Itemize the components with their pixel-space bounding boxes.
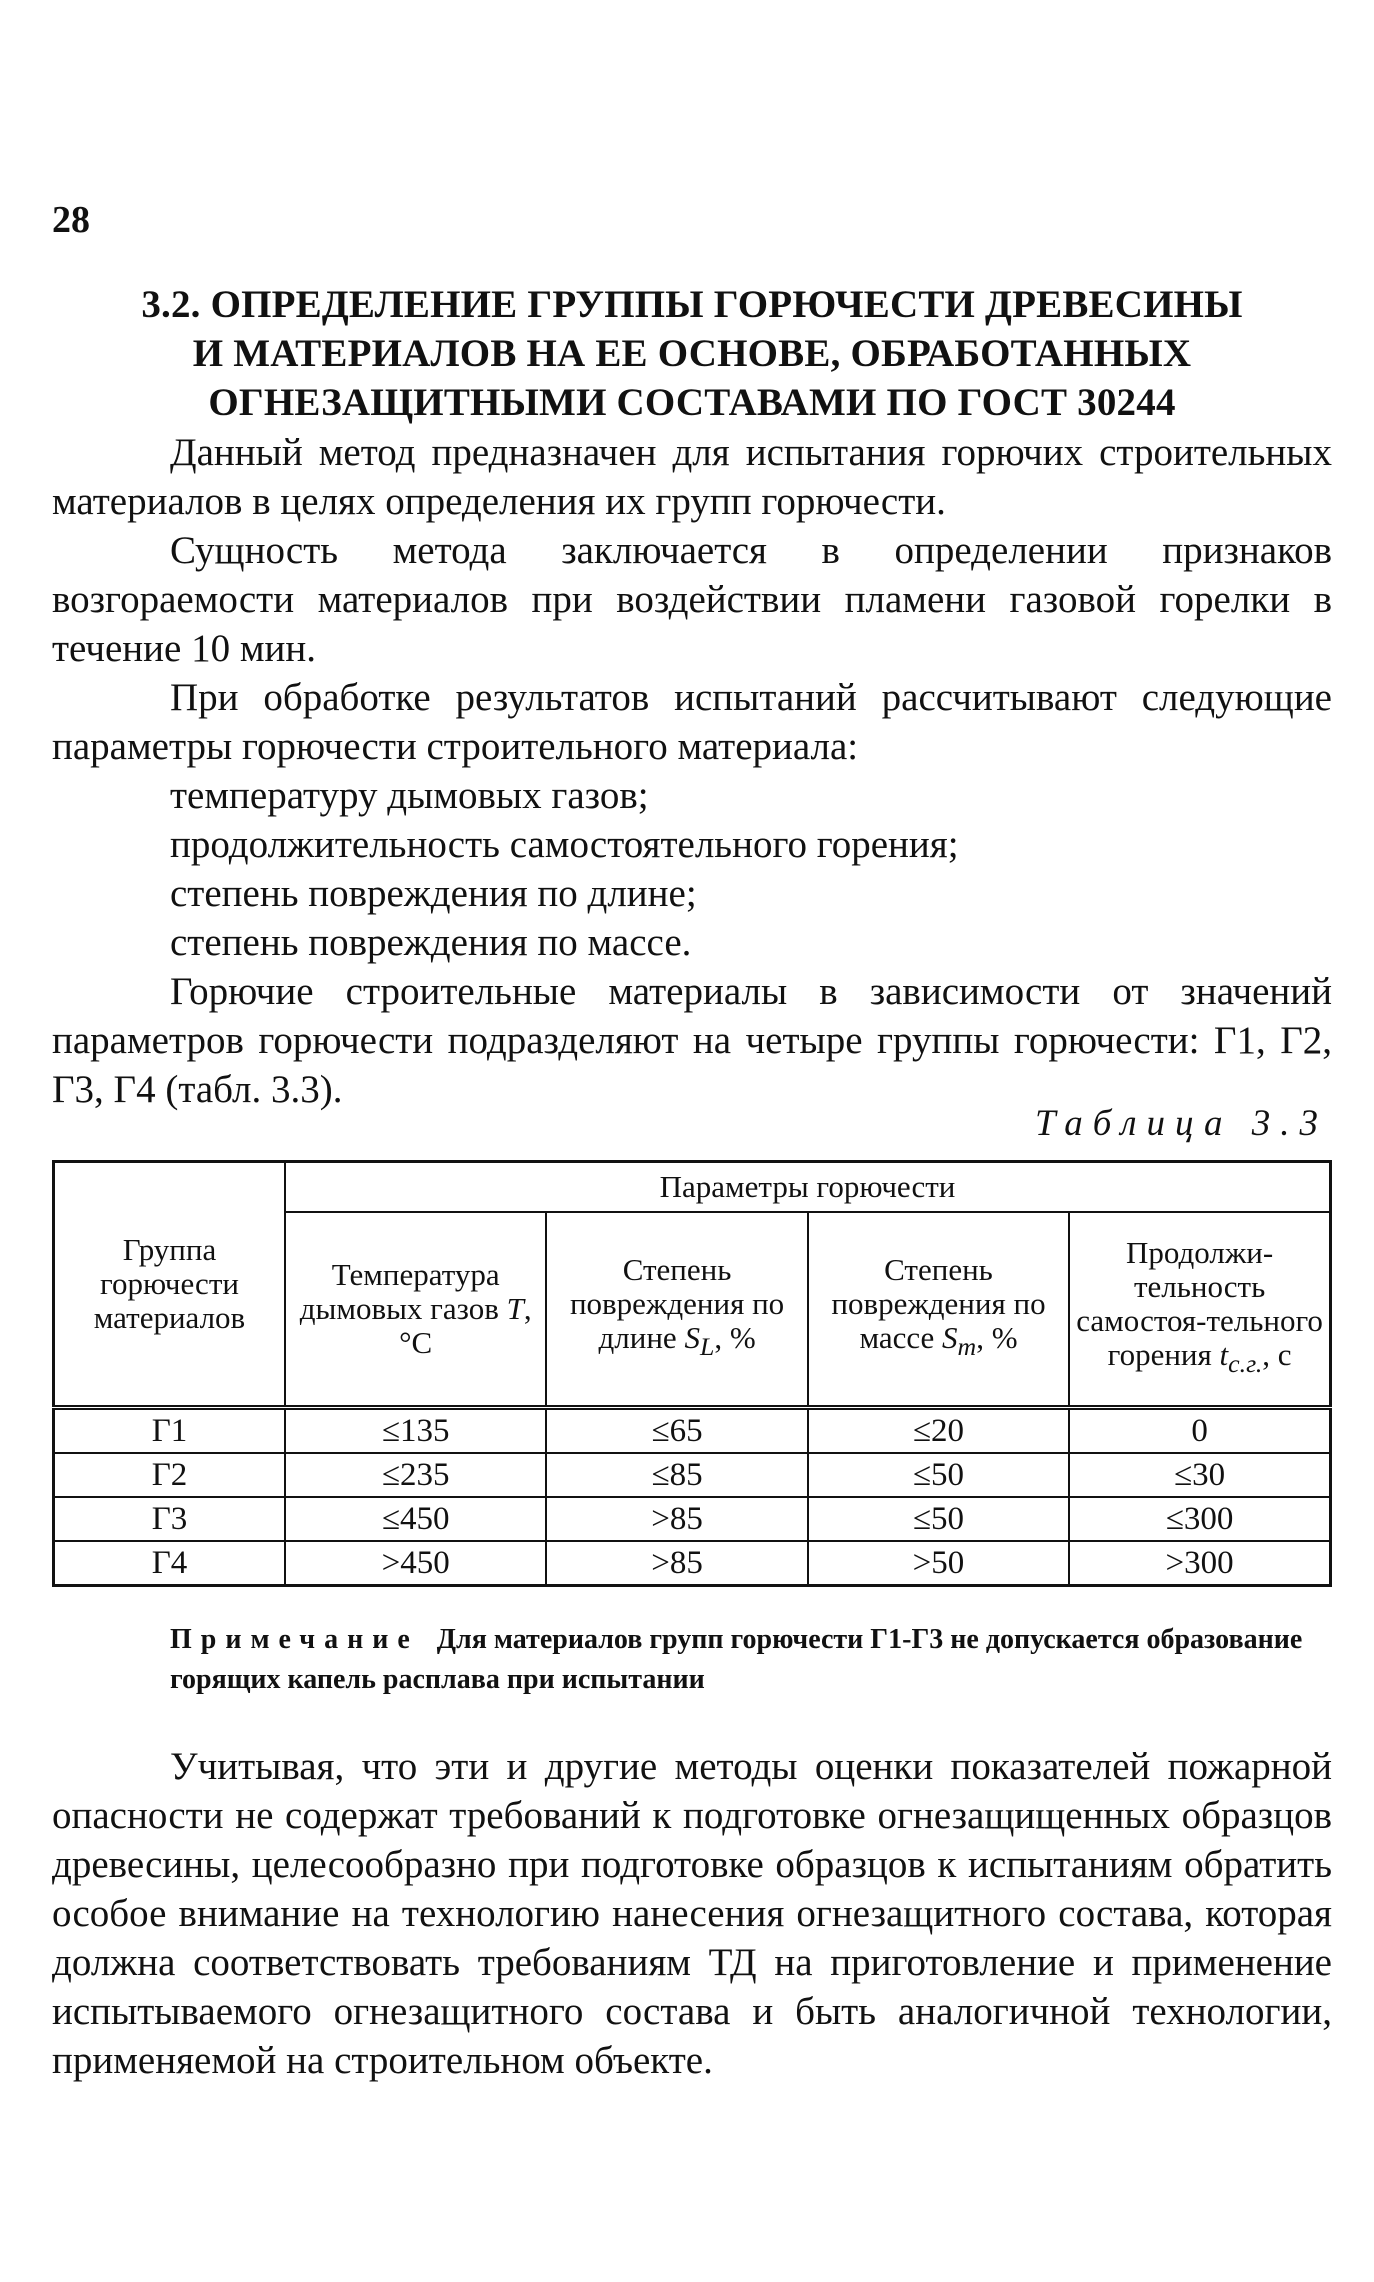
list-item: температуру дымовых газов; bbox=[170, 774, 649, 817]
time-cell: 0 bbox=[1069, 1408, 1330, 1454]
list-item: степень повреждения по массе. bbox=[170, 921, 692, 964]
flammability-table bbox=[52, 1160, 1332, 1587]
mass-cell: ≤50 bbox=[808, 1453, 1069, 1497]
temp-cell: ≤135 bbox=[285, 1408, 546, 1454]
note-label: Примечание bbox=[170, 1624, 419, 1655]
group-header: Группа горючести материалов bbox=[54, 1162, 285, 1408]
time-cell: >300 bbox=[1069, 1541, 1330, 1586]
temp-cell: >450 bbox=[285, 1541, 546, 1586]
intro-text bbox=[52, 428, 1332, 1114]
group-cell: Г3 bbox=[54, 1497, 285, 1541]
mass-cell: ≤50 bbox=[808, 1497, 1069, 1541]
section-heading bbox=[52, 280, 1332, 427]
list-item: степень повреждения по длине; bbox=[170, 872, 697, 915]
heading-line: ОГНЕЗАЩИТНЫМИ СОСТАВАМИ ПО ГОСТ 30244 bbox=[208, 381, 1176, 424]
paragraph-parameters: При обработке результатов испытаний рассчитывают следующие параметры горючести строительного материала: bbox=[52, 676, 1332, 768]
mass-cell: >50 bbox=[808, 1541, 1069, 1586]
length-cell: ≤65 bbox=[546, 1408, 807, 1454]
table-caption: Таблица 3.3 bbox=[1034, 1103, 1328, 1144]
temp-cell: ≤450 bbox=[285, 1497, 546, 1541]
time-cell: ≤30 bbox=[1069, 1453, 1330, 1497]
group-cell: Г4 bbox=[54, 1541, 285, 1586]
paragraph-recommendation: Учитывая, что эти и другие методы оценки показателей пожарной опасности не содержат требований к подготовке огнезащищенных образцов древесины, целесообразно при подготовке образцов к испытаниям обратить особое внимание на технологию нанесения огнезащитного состава, которая должна соответствовать требованиям ТД на приготовление и применение испытываемого огнезащитного состава и быть аналогичной технологии, применяемой на строительном объекте. bbox=[52, 1745, 1332, 2082]
group-cell: Г2 bbox=[54, 1453, 285, 1497]
params-header: Параметры горючести bbox=[285, 1162, 1331, 1212]
note-text: Для материалов групп горючести Г1-Г3 не допускается образование горящих капель расплава при испытании bbox=[170, 1624, 1303, 1695]
length-cell: >85 bbox=[546, 1541, 807, 1586]
temp-cell: ≤235 bbox=[285, 1453, 546, 1497]
time-cell: ≤300 bbox=[1069, 1497, 1330, 1541]
closing-text bbox=[52, 1742, 1332, 2085]
table-row bbox=[54, 1408, 1331, 1454]
table-row bbox=[54, 1497, 1331, 1541]
paragraph-method-purpose: Данный метод предназначен для испытания горючих строительных материалов в целях определения их групп горючести. bbox=[52, 431, 1332, 523]
paragraph-method-essence: Сущность метода заключается в определении признаков возгораемости материалов при воздействии пламени газовой горелки в течение 10 мин. bbox=[52, 529, 1332, 670]
heading-line: 3.2. ОПРЕДЕЛЕНИЕ ГРУППЫ ГОРЮЧЕСТИ ДРЕВЕСИНЫ bbox=[141, 283, 1243, 326]
column-header-temperature: Температура дымовых газов T, °С bbox=[285, 1212, 546, 1408]
list-item: продолжительность самостоятельного горения; bbox=[170, 823, 959, 866]
length-cell: >85 bbox=[546, 1497, 807, 1541]
paragraph-groups: Горючие строительные материалы в зависимости от значений параметров горючести подразделяют на четыре группы горючести: Г1, Г2, Г3, Г4 (табл. 3.3). bbox=[52, 970, 1332, 1111]
group-cell: Г1 bbox=[54, 1408, 285, 1454]
heading-line: И МАТЕРИАЛОВ НА ЕЕ ОСНОВЕ, ОБРАБОТАННЫХ bbox=[192, 332, 1192, 375]
column-header-mass-damage: Степень повреждения по массе $S_m$, % bbox=[808, 1212, 1069, 1408]
page-number: 28 bbox=[52, 199, 90, 241]
table-row bbox=[54, 1453, 1331, 1497]
mass-cell: ≤20 bbox=[808, 1408, 1069, 1454]
table-note bbox=[170, 1620, 1332, 1700]
column-header-burning-time: Продолжи-тельность самостоя-тельного горения $t_{с.г.}$, с bbox=[1069, 1212, 1330, 1408]
table-row bbox=[54, 1541, 1331, 1586]
length-cell: ≤85 bbox=[546, 1453, 807, 1497]
column-header-length-damage: Степень повреждения по длине $S_L$, % bbox=[546, 1212, 807, 1408]
